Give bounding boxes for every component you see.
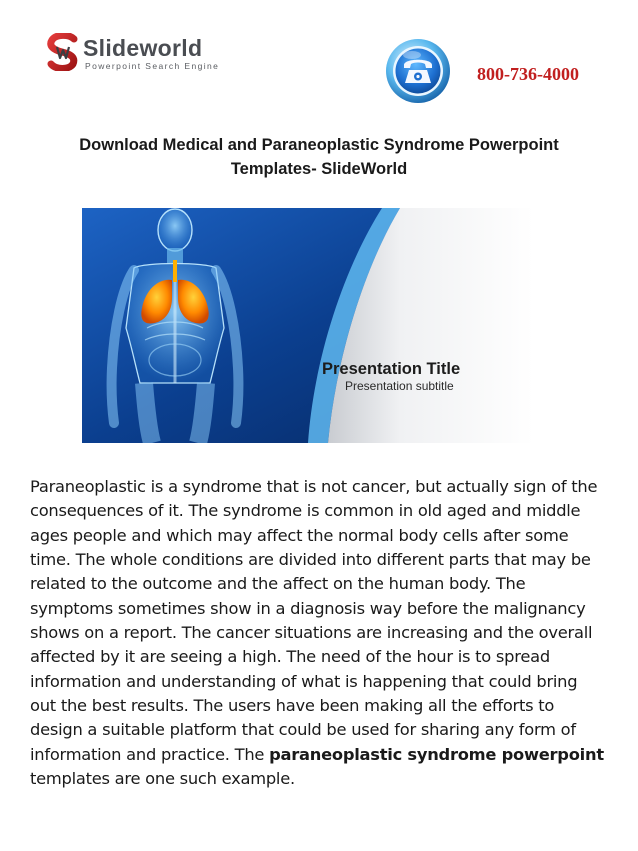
slide-title: Presentation Title (322, 360, 461, 378)
body-text-before: Paraneoplastic is a syndrome that is not cancer, but actually sign of the consequences of it. The syndrome is common in old aged and middle ages people and which may affect the normal body cells after some time. The whole conditions are divided into different parts that may be related to the outcome and the affect on the human body. The symptoms sometimes show in a diagnosis way before the malignancy shows on a report. The cancer situations are increasing and the overall affected by it are seeing a high. The need of the hour is to spread information and understanding of what is happening that could bring out the best results. The users have been making all the efforts to design a suitable platform that could be used for sharing any form of information and practice. The (30, 477, 598, 764)
slideworld-s-icon (47, 33, 81, 71)
telephone-icon[interactable] (385, 38, 451, 104)
body-text-after: templates are one such example. (30, 769, 295, 789)
document-title: Download Medical and Paraneoplastic Syndrome Powerpoint Templates- SlideWorld (79, 136, 559, 178)
phone-number[interactable]: 800-736-4000 (477, 64, 579, 84)
template-preview[interactable] (82, 208, 534, 443)
logo-name: Slideworld (83, 35, 203, 61)
logo-tagline: Powerpoint Search Engine (85, 61, 220, 71)
human-anatomy-lungs-illustration (82, 208, 534, 443)
body-text-bold-link: paraneoplastic syndrome powerpoint (269, 744, 604, 764)
slide-subtitle: Presentation subtitle (345, 379, 454, 393)
body-paragraph (30, 475, 605, 791)
slideworld-logo[interactable] (47, 33, 227, 77)
